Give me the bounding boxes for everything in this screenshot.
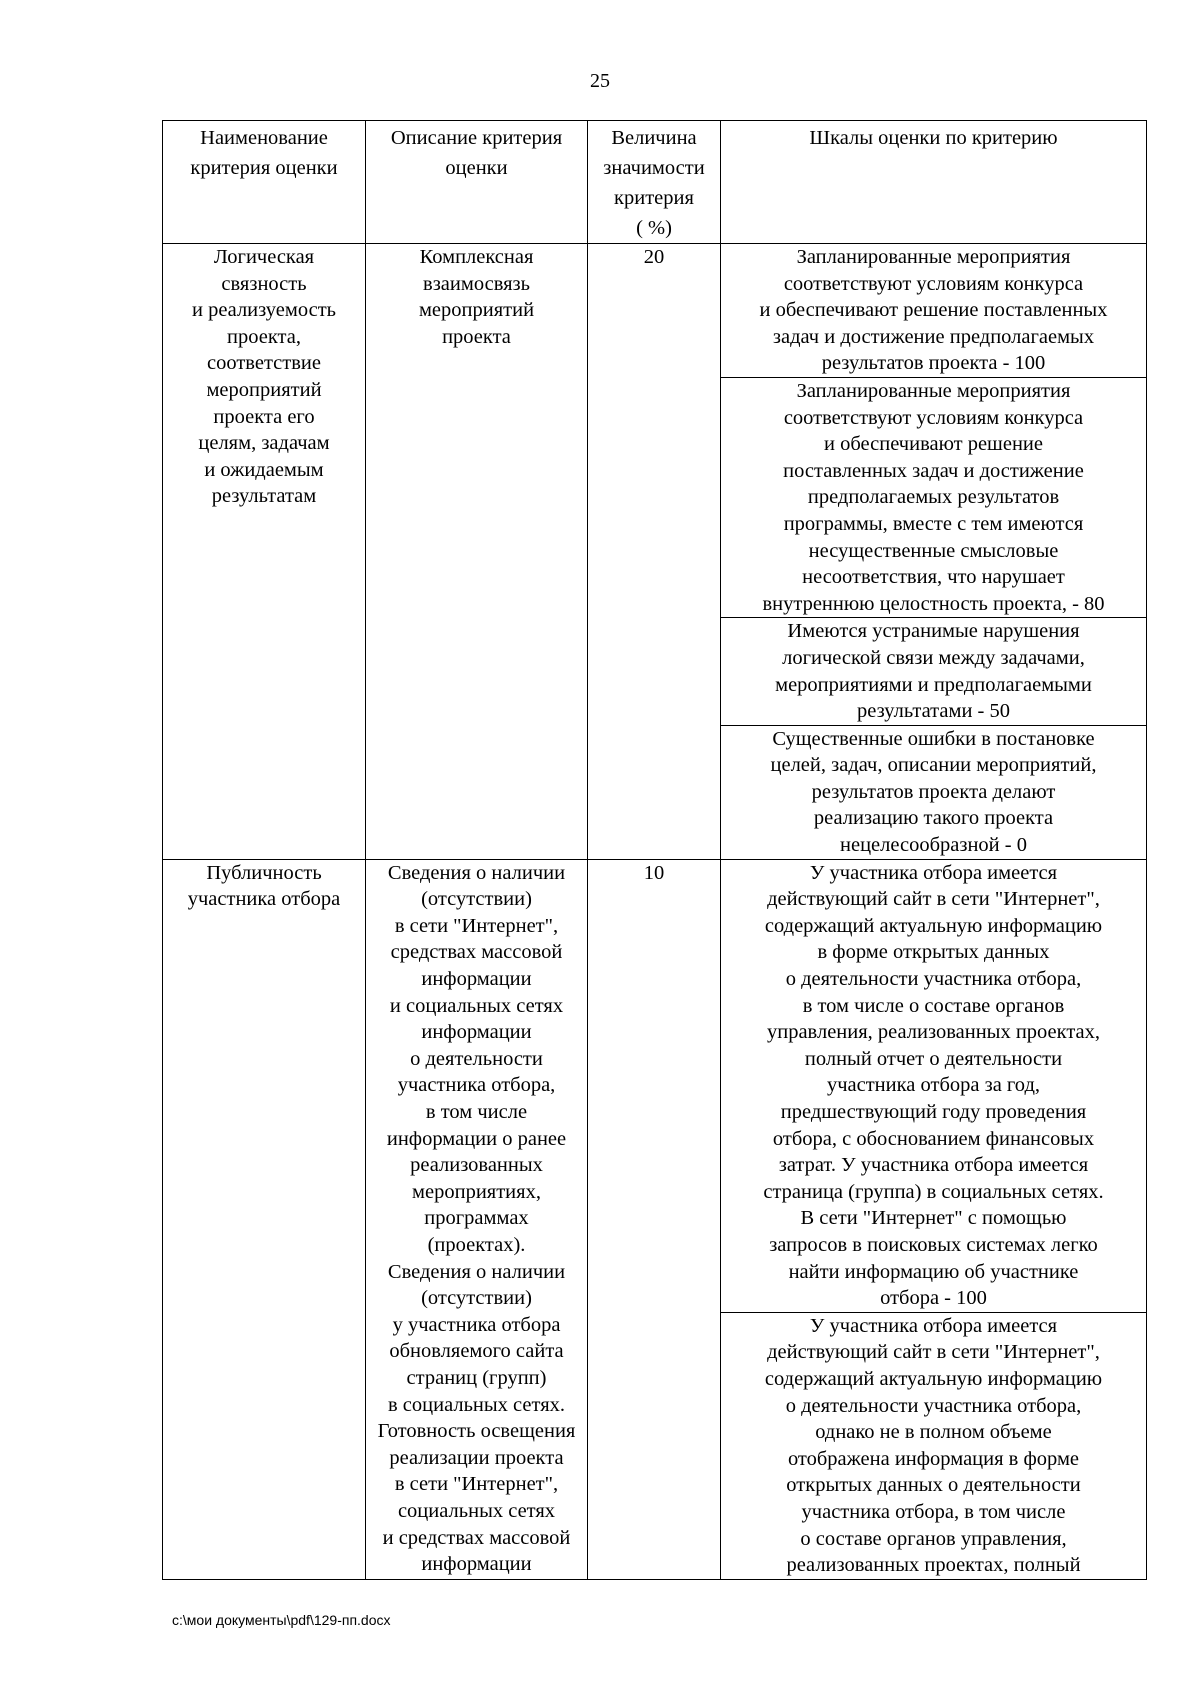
scale-item: Имеются устранимые нарушения логической связи между задачами, мероприятиями и предполагаемыми результатами - 50 xyxy=(721,618,1147,725)
header-criterion-name: Наименование критерия оценки xyxy=(163,121,366,244)
scale-item: Запланированные мероприятия соответствуют условиям конкурса и обеспечивают решение поставленных задач и достижение предполагаемых результатов проекта - 100 xyxy=(721,244,1147,378)
criterion-weight: 10 xyxy=(588,859,721,1579)
criteria-table xyxy=(162,120,1147,1580)
criterion-weight: 20 xyxy=(588,244,721,860)
criterion-description: Комплексная взаимосвязь мероприятий проекта xyxy=(366,244,588,860)
table-row xyxy=(163,244,1147,378)
page-number: 25 xyxy=(590,70,610,92)
criterion-name: Логическая связность и реализуемость проекта, соответствие мероприятий проекта его целям, задачам и ожидаемым результатам xyxy=(163,244,366,860)
header-criterion-weight: Величина значимости критерия ( %) xyxy=(588,121,721,244)
header-criterion-description: Описание критерия оценки xyxy=(366,121,588,244)
criterion-description: Сведения о наличии (отсутствии) в сети "Интернет", средствах массовой информации и социальных сетях информации о деятельности участника отбора, в том числе информации о ранее реализованных мероприятиях, программах (проектах). Сведения о наличии (отсутствии) у участника отбора обновляемого сайта страниц (групп) в социальных сетях. Готовность освещения реализации проекта в сети "Интернет", социальных сетях и средствах массовой информации xyxy=(366,859,588,1579)
footer-file-path: c:\мои документы\pdf\129-пп.docx xyxy=(172,1612,391,1628)
scale-item: Запланированные мероприятия соответствуют условиям конкурса и обеспечивают решение поставленных задач и достижение предполагаемых результатов программы, вместе с тем имеются несущественные смысловые несоответствия, что нарушает внутреннюю целостность проекта, - 80 xyxy=(721,377,1147,617)
table-row xyxy=(163,859,1147,1312)
scale-item: У участника отбора имеется действующий сайт в сети "Интернет", содержащий актуальную информацию в форме открытых данных о деятельности участника отбора, в том числе о составе органов управления, реализованных проектах, полный отчет о деятельности участника отбора за год, предшествующий году проведения отбора, с обоснованием финансовых затрат. У участника отбора имеется страница (группа) в социальных сетях. В сети "Интернет" с помощью запросов в поисковых системах легко найти информацию об участнике отбора - 100 xyxy=(721,859,1147,1312)
criterion-name: Публичность участника отбора xyxy=(163,859,366,1579)
table-header-row xyxy=(163,121,1147,244)
scale-item: У участника отбора имеется действующий сайт в сети "Интернет", содержащий актуальную информацию о деятельности участника отбора, однако не в полном объеме отображена информация в форме открытых данных о деятельности участника отбора, в том числе о составе органов управления, реализованных проектах, полный xyxy=(721,1312,1147,1579)
scale-item: Существенные ошибки в постановке целей, задач, описании мероприятий, результатов проекта делают реализацию такого проекта нецелесообразной - 0 xyxy=(721,725,1147,859)
header-evaluation-scales: Шкалы оценки по критерию xyxy=(721,121,1147,244)
